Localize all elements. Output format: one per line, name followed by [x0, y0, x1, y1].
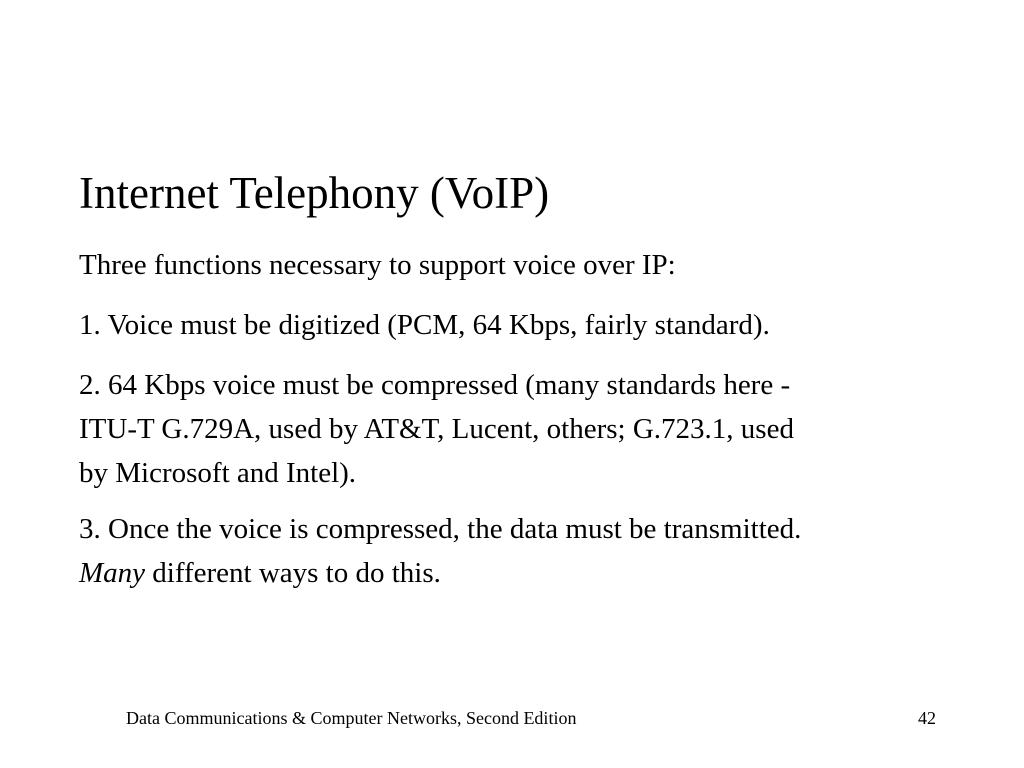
point-2-line: ITU-T G.729A, used by AT&T, Lucent, others; G.723.1, used [79, 413, 794, 445]
point-3-line: 3. Once the voice is compressed, the data must be transmitted. [79, 513, 802, 545]
footer-title: Data Communications & Computer Networks, Second Edition [126, 708, 577, 728]
point-3-text [79, 507, 959, 595]
point-2-line: by Microsoft and Intel). [79, 457, 357, 489]
point-2-line: 2. 64 Kbps voice must be compressed (many standards here - [79, 369, 791, 401]
page-number: 42 [918, 708, 936, 728]
point-3-line-rest: different ways to do this. [145, 557, 441, 589]
intro-text: Three functions necessary to support voice over IP: [79, 249, 676, 281]
point-2-text [79, 363, 959, 495]
emphasis-text: Many [79, 557, 146, 589]
slide-title: Internet Telephony (VoIP) [79, 168, 550, 218]
point-3-line [79, 551, 959, 595]
point-1-text: 1. Voice must be digitized (PCM, 64 Kbps, fairly standard). [79, 309, 770, 341]
